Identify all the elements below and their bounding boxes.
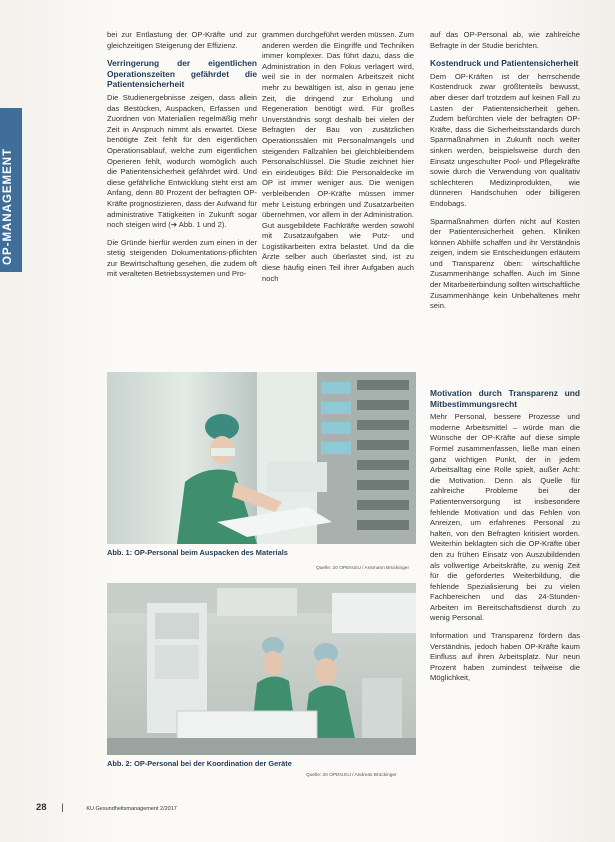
paragraph: Mehr Personal, bessere Prozesse und moderne Arbeitsmittel – würde man die Wünsche der OP-Kräfte auf diese simple Formel zusammenfassen, ließe man einen ganz wichtigen Punkt, der in jedem Arbeitsalltag eine Rolle spielt, außer Acht: die Motivation. Denn als Quelle für zahlreiche Probleme bei der Patientenversorgung ist insbesondere fehlende Motivation und das Fehlen von Anreizen, um erfahrenes Personal zu halten, von den Befragten kritisiert worden. Weiterhin beklagten sich die OP-Kräfte über den zu frühen Einsatz von Auszubildenden als vollwertige Arbeitskräfte, zu wenig Zeit für die gefordertes Weiterbildung, die fehlende Spezialisierung bei zu vielen Fachbereichen und das 24-Stunden-Arbeiten im Bereitschaftsdienst durch zu wenig Personal. [430, 412, 580, 623]
paragraph: Information und Transparenz fördern das Verständnis, jedoch haben OP-Kräfte kaum Einfluss auf ihren Arbeitsplatz. Nur neun Prozent haben zumindest teilweise die Möglichkeit, [430, 631, 580, 683]
journal-name: KU Gesundheitsmanagement 2/2017 [86, 806, 177, 812]
paragraph: Die Gründe hierfür werden zum einen in der stetig steigenden Dokumentations-pflichten zur Bewirtschaftung gesehen, die zudem oft mit veralteten Betriebssystemen und Pro- [107, 237, 257, 279]
figure-source: Quelle: 20 OPEN.EU / Andreas Brückinger [306, 773, 397, 778]
photo-unpacking-materials [107, 372, 416, 544]
section-heading: Motivation durch Transparenz und Mitbestimmungsrecht [430, 388, 580, 409]
footer-separator: | [61, 802, 64, 813]
text-column-3-continued [430, 388, 580, 691]
paragraph: auf das OP-Personal ab, wie zahlreiche Befragte in der Studie berichten. [430, 30, 580, 50]
page-number: 28 [36, 802, 47, 813]
figure-caption: Abb. 1: OP-Personal beim Auspacken des Materials [107, 548, 288, 557]
photo-illustration [107, 583, 416, 755]
photo-illustration [107, 372, 416, 544]
section-heading: Kostendruck und Patientensicherheit [430, 58, 579, 69]
paragraph: grammen durchgeführt werden müssen. Zum anderen werden die Eingriffe und Techniken immer komplexer. Das führt dazu, dass die Administration in den Fokus verlagert wird, weil sie in der normalen Arbeitszeit nicht mehr zu bewältigen ist, also in genau jene Zeit, die dringend zur Erholung und Regeneration benötigt wird. Für großes Unverständnis sorgt deshalb bei vielen der Befragten der Bau von zusätzlichen Operationssälen mit Personalmangels und steigenden Fallzahlen bei gleichbleibendem Personalschlüssel. Die Studie zeichnet hier ein eindeutiges Bild: Die Personaldecke im OP ist immer weniger aus. Die wenigen verbleibenden OP-Kräfte müssen immer mehr Leistung erbringen und Zusatzarbeiten übernehmen, vor allem in der Administration. Gut ausgebildete Fachkräfte werden sowohl mit Zusatzaufgaben wie Putz- und Logistikarbeiten extra belastet. Und da die Ärzte selber auch überlastet sind, ist zu diese häufig einen Teil ihrer Aufgaben auch noch [262, 30, 414, 283]
text-column-3 [430, 30, 580, 319]
figure-caption: Abb. 2: OP-Personal bei der Koordination der Geräte [107, 759, 292, 768]
paragraph: Dem OP-Kräften ist der herrschende Kostendruck zwar größtenteils bewusst, aber dieser darf trotzdem auf keinen Fall zu Lasten der Patientensicherheit gehen. Zudem befürchten viele der befragten OP-Kräfte, dass die Sicherheitsstandards durch Sparmaßnahmen in Zukunft noch weiter sinken werden, beispielsweise durch den Einsatz ungeschulter Pool- und Pflegekräfte sowie durch die Verwendung von qualitativ schlechteren Medizinprodukten, wie dünneren Handschuhen oder billigeren Endobags. [430, 71, 580, 208]
section-label: OP-MANAGEMENT [2, 147, 14, 265]
page-footer [36, 802, 177, 813]
text-column-1 [107, 30, 257, 287]
paragraph: Die Studienergebnisse zeigen, dass allein das Bestücken, Auspacken, Erfassen und Zuordnen von Materialien regelmäßig mehr Zeit in Anspruch nimmt als erwartet. Diese benötigte Zeit fehlt für den eigentlichen Operationsablauf, welche zum eigentlichen Operieren fehlt, wodurch womöglich auch die Patientensicherheit gefährdet wird. Und diese gefährliche Entwicklung steht erst am Anfang, denn 80 Prozent der befragten OP-Kräfte prognostizieren, dass der Aufwand für administrative Tätigkeiten in Zukunft sogar noch steigen wird (➔ Abb. 1 und 2). [107, 92, 257, 230]
section-heading: Verringerung der eigentlichen Operationszeiten gefährdet die Patientensicherheit [107, 58, 257, 90]
figure-source: Quelle: 20 OPEN.EU / Ansmann Brückinger [316, 566, 410, 571]
text-column-2 [262, 30, 414, 291]
paragraph: bei zur Entlastung der OP-Kräfte und zur gleichzeitigen Steigerung der Effizienz. [107, 30, 257, 50]
paragraph: Sparmaßnahmen dürfen nicht auf Kosten der Patientensicherheit gehen. Kliniken können Abhilfe schaffen und ihr Verständnis zeigen, indem sie Entscheidungen erläutern und Transparenz üben: wirtschaftliche Zusammenhänge schaffen. Auch im Sinne der Mitarbeiterbindung sollten wirtschaftliche Zusammenhänge kein Unbehaltenes mehr sein. [430, 216, 580, 311]
photo-coordinating-devices [107, 583, 416, 755]
